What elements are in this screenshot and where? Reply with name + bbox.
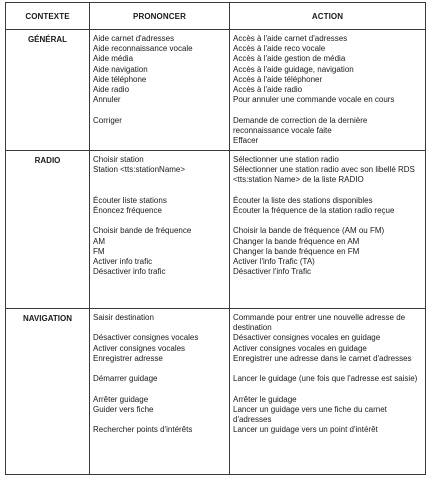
context-label-general: GÉNÉRAL bbox=[6, 30, 90, 151]
table-cell: Accès à l'aide carnet d'adresses bbox=[233, 34, 348, 43]
header-prononcer: PRONONCER bbox=[90, 3, 230, 30]
table-cell: Écouter liste stations bbox=[93, 195, 167, 205]
table-cell: Désactiver consignes vocales en guidage bbox=[233, 333, 381, 343]
context-label-navigation: NAVIGATION bbox=[6, 309, 90, 475]
table-cell: Enregistrer une adresse dans le carnet d'adresses bbox=[233, 353, 412, 363]
table-cell: Annuler bbox=[93, 95, 121, 105]
table-cell: Effacer bbox=[233, 136, 259, 146]
action-cell-navigation bbox=[230, 309, 426, 475]
table-cell bbox=[93, 136, 226, 146]
table-cell: Accès à l'aide téléphoner bbox=[233, 74, 323, 84]
table-cell: Lancer le guidage (une fois que l'adresse est saisie) bbox=[233, 374, 418, 384]
prononcer-cell-general bbox=[90, 30, 230, 151]
table-cell: Arrêter le guidage bbox=[233, 394, 297, 404]
header-contexte: CONTEXTE bbox=[6, 3, 90, 30]
table-cell: Choisir bande de fréquence bbox=[93, 226, 192, 236]
section-navigation bbox=[6, 309, 426, 475]
table-cell: Pour annuler une commande vocale en cours bbox=[233, 95, 395, 105]
table-cell: Accès à l'aide reco vocale bbox=[233, 44, 326, 54]
table-cell: Changer la bande fréquence en AM bbox=[233, 236, 360, 246]
table-cell: Accès à l'aide radio bbox=[233, 85, 303, 95]
section-general bbox=[6, 30, 426, 151]
section-radio bbox=[6, 151, 426, 309]
table-cell: AM bbox=[93, 236, 105, 246]
table-cell: Sélectionner une station radio bbox=[233, 155, 339, 164]
table-cell: Station <tts:stationName> bbox=[93, 165, 186, 175]
table-cell: Énoncez fréquence bbox=[93, 205, 162, 215]
prononcer-cell-navigation bbox=[90, 309, 230, 475]
context-label-radio: RADIO bbox=[6, 151, 90, 309]
table-cell: Choisir la bande de fréquence (AM ou FM) bbox=[233, 226, 385, 236]
table-cell: Lancer un guidage vers un point d'intérêt bbox=[233, 425, 378, 435]
table-cell: Sélectionner une station radio avec son libellé RDS <tts:station Name> de la liste RADIO bbox=[233, 165, 415, 185]
table-cell: Changer la bande fréquence en FM bbox=[233, 246, 360, 256]
action-cell-general bbox=[230, 30, 426, 151]
table-cell: Corriger bbox=[93, 115, 122, 125]
table-cell: Écouter la fréquence de la station radio reçue bbox=[233, 206, 395, 215]
table-cell: Rechercher points d'intérêts bbox=[93, 425, 193, 435]
table-cell: Désactiver l'info Trafic bbox=[233, 267, 311, 277]
table-cell: Aide téléphone bbox=[93, 74, 147, 84]
table-cell: Activer l'info Trafic (TA) bbox=[233, 257, 315, 266]
table-cell: Arrêter guidage bbox=[93, 394, 149, 404]
table-header-row bbox=[6, 3, 426, 30]
table-cell: Aide navigation bbox=[93, 64, 148, 74]
table-cell: Activer info trafic bbox=[93, 256, 153, 266]
table-cell: Écouter la liste des stations disponibles bbox=[233, 195, 373, 205]
table-cell: Enregistrer adresse bbox=[93, 353, 163, 363]
action-cell-radio bbox=[230, 151, 426, 309]
table-cell: FM bbox=[93, 246, 105, 256]
table-cell: Aide reconnaissance vocale bbox=[93, 44, 193, 54]
table-cell: Aide média bbox=[93, 54, 134, 64]
table-cell: Désactiver info trafic bbox=[93, 267, 166, 277]
table-cell: Aide radio bbox=[93, 84, 130, 94]
table-cell: Lancer un guidage vers une fiche du carnet d'adresses bbox=[233, 404, 387, 424]
table-cell: Désactiver consignes vocales bbox=[93, 333, 199, 343]
table-cell: Activer consignes vocales en guidage bbox=[233, 343, 367, 353]
table-cell: Demande de correction de la dernière reconnaissance vocale faite bbox=[233, 115, 368, 135]
voice-command-table-container bbox=[5, 2, 425, 481]
voice-command-table bbox=[5, 2, 426, 475]
table-cell: Choisir station bbox=[93, 155, 144, 164]
table-cell: Activer consignes vocales bbox=[93, 343, 186, 353]
table-cell: Commande pour entrer une nouvelle adresse de destination bbox=[233, 313, 406, 333]
table-cell: Accès à l'aide gestion de média bbox=[233, 54, 346, 64]
table-cell: Démarrer guidage bbox=[93, 374, 158, 384]
table-cell: Saisir destination bbox=[93, 313, 154, 322]
table-cell: Guider vers fiche bbox=[93, 404, 154, 414]
prononcer-cell-radio bbox=[90, 151, 230, 309]
table-cell: Accès à l'aide guidage, navigation bbox=[233, 64, 354, 74]
header-action: ACTION bbox=[230, 3, 426, 30]
table-cell: Aide carnet d'adresses bbox=[93, 34, 175, 43]
